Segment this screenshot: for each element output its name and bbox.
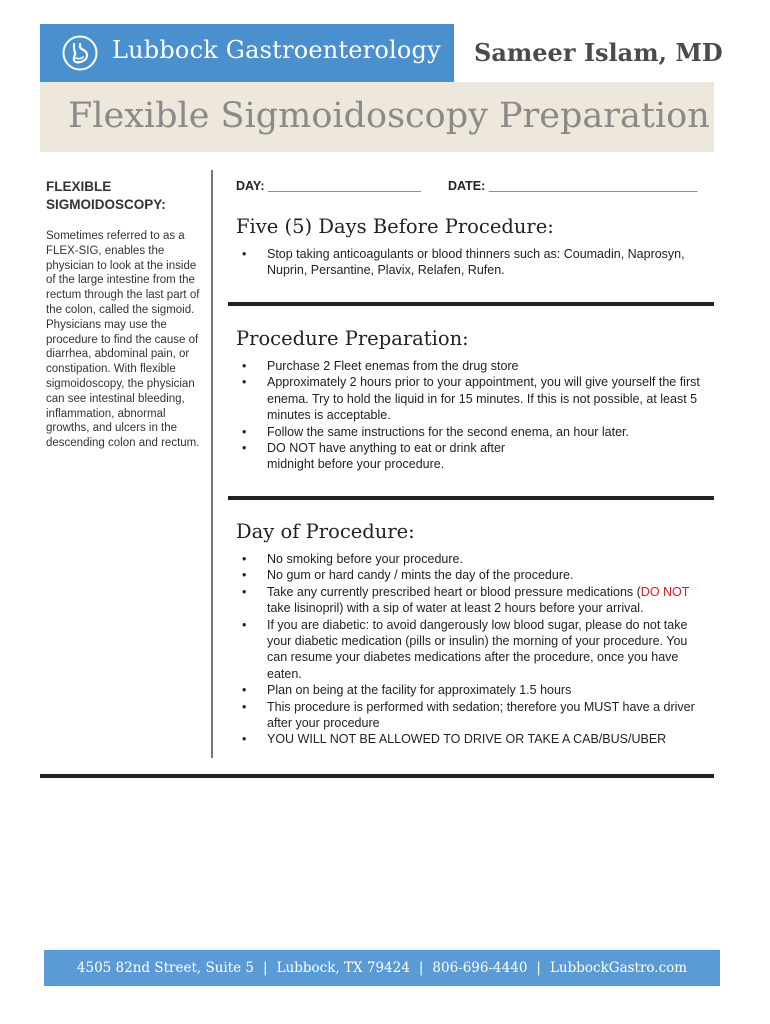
list-item-text: Approximately 2 hours prior to your appointment, you will give yourself the first enema. Try to hold the liquid in for 15 minutes. If this is not possible, at least 5 minutes is acceptable. [267,375,700,423]
day-of-list [236,551,706,748]
list-item-text: Plan on being at the facility for approximately 1.5 hours [267,683,572,698]
do-not-warning: DO NOT [640,584,690,599]
stomach-icon [62,35,98,71]
list-item-text: No smoking before your procedure. [267,552,463,566]
footer-address: 4505 82nd Street, Suite 5 [76,960,255,976]
five-days-list [236,246,706,279]
list-item [236,551,706,567]
day-of-section [236,520,706,748]
list-item [236,567,706,583]
page-title: Flexible Sigmoidoscopy Preparation [68,96,710,136]
five-days-section [236,215,706,279]
title-band [40,82,714,152]
footer-bar [44,950,720,986]
list-item [236,731,706,747]
list-item [236,682,706,698]
bottom-divider [40,774,714,778]
bullet: • [242,568,247,583]
footer-website: LubbockGastro.com [549,960,688,976]
day-field: DAY: ______________________ [236,179,421,193]
bullet: • [242,732,247,747]
list-item-text: Stop taking anticoagulants or blood thinners such as: Coumadin, Naprosyn, Nuprin, Persantine, Plavix, Relafen, Rufen. [267,247,685,278]
footer-separator: | [418,960,424,976]
list-item-text: YOU WILL NOT BE ALLOWED TO DRIVE OR TAKE A CAB/BUS/UBER [267,732,667,747]
footer-separator: | [536,960,541,976]
bullet: • [242,441,247,456]
bullet: • [242,699,247,714]
doctor-name: Sameer Islam, MD [474,38,723,67]
sidebar-description: Sometimes referred to as a FLEX-SIG, enables the physician to look at the inside of the large intestine from the rectum through the last part of the colon, called the sigmoid. Physicians may use the procedure to find the cause of diarrhea, abdominal pain, or constipation. With flexible sigmoidoscopy, the physician can see intestinal bleeding, inflammation, abnormal growths, and ulcers in the descending colon and rectum. [46,230,200,450]
prep-heading: Procedure Preparation: [236,327,469,350]
list-item-text: DO NOT have anything to eat or drink after midnight before your procedure. [267,441,506,472]
list-item [236,246,706,279]
list-item [236,424,706,440]
list-item [236,699,706,732]
list-item-text: Purchase 2 Fleet enemas from the drug store [267,359,519,373]
list-item-text: Take any currently prescribed heart or blood pressure medications ( [267,584,641,599]
bullet: • [242,247,247,261]
sidebar-heading: FLEXIBLE SIGMOIDOSCOPY: [46,179,166,212]
bullet: • [242,584,247,599]
section-divider [228,302,714,306]
list-item-text: take lisinopril) with a sip of water at least 2 hours before your arrival. [267,601,644,616]
list-item-text: This procedure is performed with sedation; therefore you MUST have a driver after your procedure [267,699,695,731]
header-bar [40,24,454,82]
bullet: • [242,375,247,390]
list-item [236,617,706,683]
list-item [236,584,706,617]
footer-city: Lubbock, TX 79424 [276,960,410,976]
footer-separator: | [263,960,268,976]
bullet: • [242,552,247,566]
bullet: • [242,617,247,632]
bullet: • [242,424,247,439]
prep-section [236,327,706,473]
date-field: DATE: ______________________________ [448,179,698,193]
vertical-divider [211,170,213,758]
list-item [236,358,706,374]
day-of-heading: Day of Procedure: [236,520,415,543]
list-item [236,440,706,473]
section-divider [228,496,714,500]
bullet: • [242,683,247,698]
prep-list [236,358,706,473]
five-days-heading: Five (5) Days Before Procedure: [236,215,554,238]
list-item-text: No gum or hard candy / mints the day of the procedure. [267,568,574,583]
list-item-text: Follow the same instructions for the second enema, an hour later. [267,424,629,439]
sidebar [46,178,208,451]
brand-name: Lubbock Gastroenterology [112,36,441,64]
list-item [236,374,706,423]
list-item-text: If you are diabetic: to avoid dangerously low blood sugar, please do not take your diabetic medication (pills or insulin) the morning of your procedure. You can resume your diabetes medications after the procedure, once you have eaten. [267,617,688,681]
footer-phone: 806-696-4440 [432,960,528,976]
bullet: • [242,359,247,373]
